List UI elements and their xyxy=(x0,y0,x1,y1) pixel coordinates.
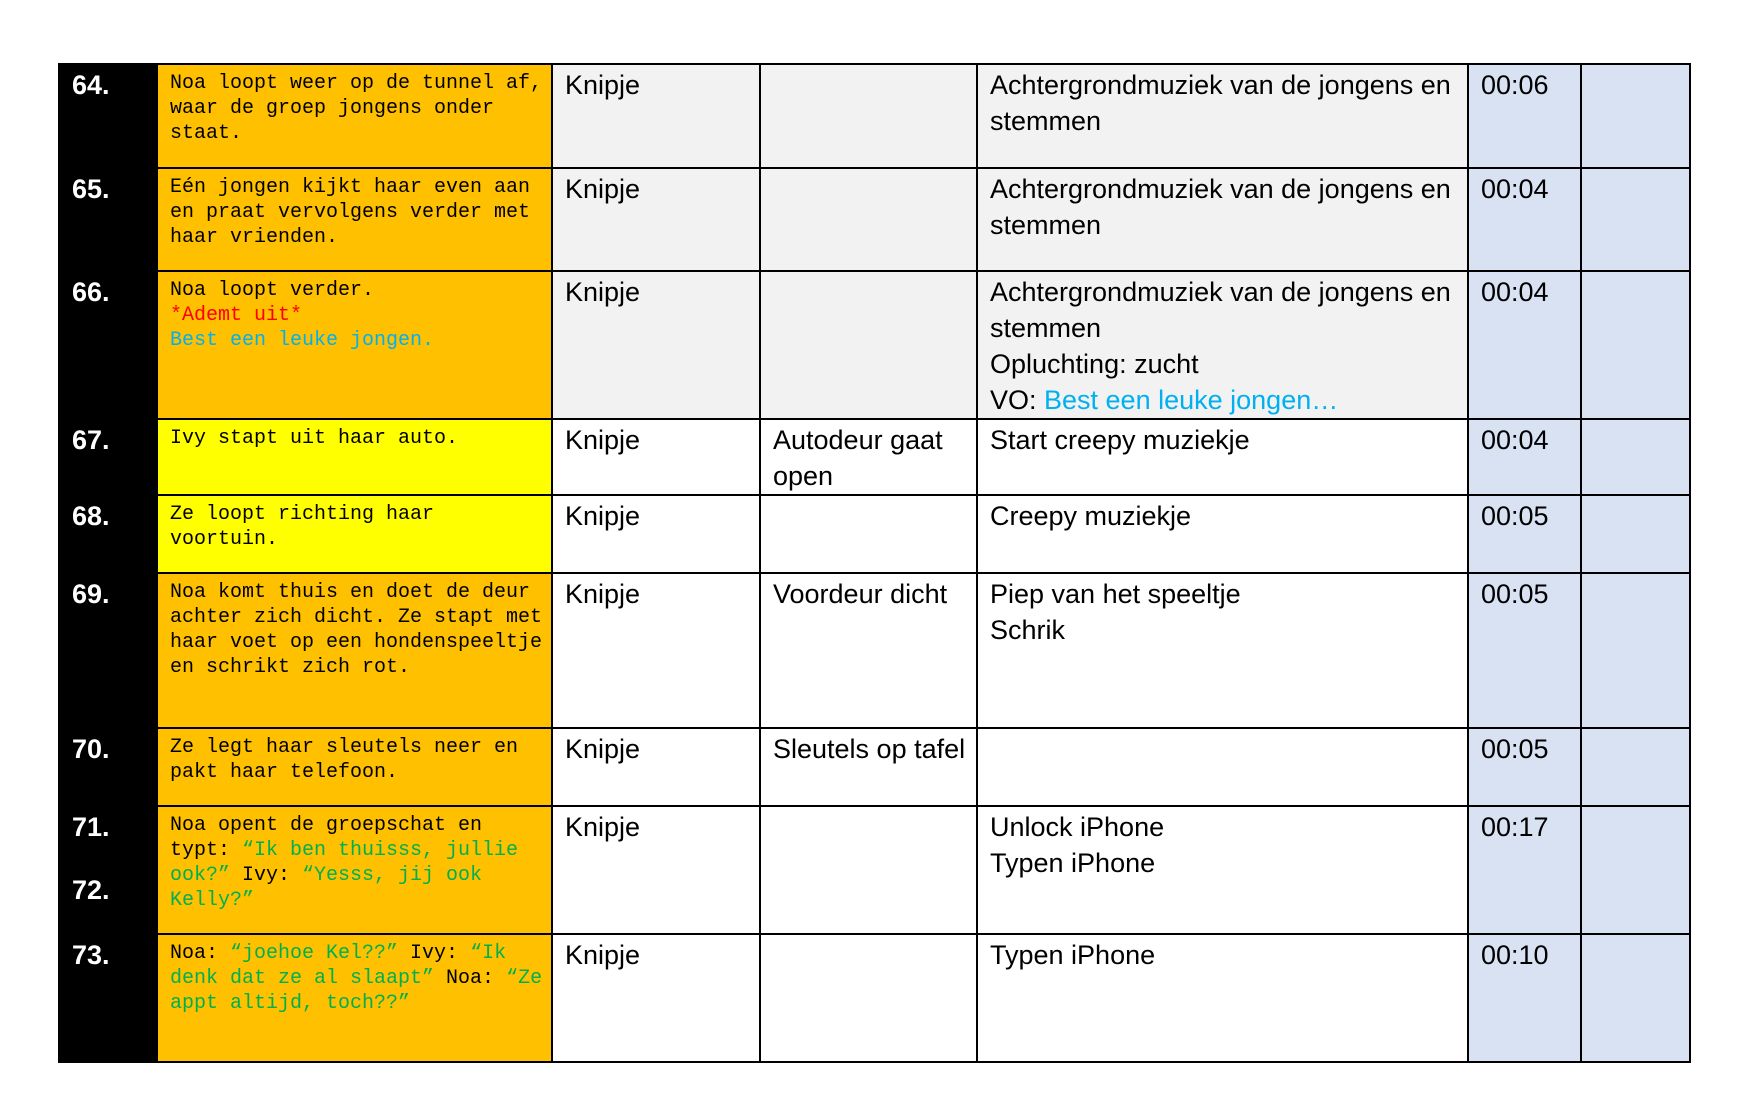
description-text: Noa: xyxy=(434,967,507,990)
audio-line xyxy=(990,612,1457,648)
description-line: Noa loopt verder. xyxy=(170,279,375,302)
audio-cell xyxy=(977,168,1468,271)
table-row xyxy=(59,728,1690,806)
scene-number: 64. xyxy=(72,70,110,100)
shot-type-cell: Knipje xyxy=(552,806,760,934)
description-line: Eén jongen kijkt haar even aan en praat vervolgens verder met haar vrienden. xyxy=(170,176,531,249)
sound-effect-cell xyxy=(760,495,977,573)
duration-cell: 00:10 xyxy=(1468,934,1581,1062)
scene-description-cell xyxy=(157,728,552,806)
duration-cell: 00:04 xyxy=(1468,168,1581,271)
audio-text: Start creepy muziekje xyxy=(990,425,1250,455)
sound-effect-cell xyxy=(760,168,977,271)
scene-number-cell xyxy=(59,806,157,934)
table-row xyxy=(59,168,1690,271)
audio-cell xyxy=(977,728,1468,806)
shot-type-cell: Knipje xyxy=(552,573,760,728)
shot-type-cell: Knipje xyxy=(552,728,760,806)
empty-cell xyxy=(1581,168,1690,271)
audio-text: Piep van het speeltje xyxy=(990,579,1241,609)
audio-text: Typen iPhone xyxy=(990,848,1156,878)
description-line: Ze loopt richting haar voortuin. xyxy=(170,503,435,551)
audio-line xyxy=(990,937,1457,973)
audio-cell xyxy=(977,64,1468,168)
audio-text: VO: xyxy=(990,385,1045,415)
scene-description-cell xyxy=(157,806,552,934)
empty-cell xyxy=(1581,419,1690,495)
audio-line xyxy=(990,576,1457,612)
duration-cell: 00:04 xyxy=(1468,271,1581,419)
audio-cell xyxy=(977,271,1468,419)
scene-number: 72. xyxy=(72,875,110,905)
description-text: “Ik denk dat ze al slaapt” xyxy=(170,942,507,990)
scene-number: 71. xyxy=(72,812,110,842)
audio-text: Achtergrondmuziek van de jongens en stemmen xyxy=(990,70,1451,136)
description-text: Ivy: xyxy=(398,942,471,965)
scene-number-cell xyxy=(59,64,157,168)
audio-line xyxy=(990,845,1457,881)
scene-number-cell xyxy=(59,419,157,495)
description-text: Noa: xyxy=(170,942,231,965)
shot-type-cell: Knipje xyxy=(552,64,760,168)
audio-text: Opluchting: zucht xyxy=(990,349,1199,379)
table-row xyxy=(59,271,1690,419)
shot-type-cell: Knipje xyxy=(552,934,760,1062)
audio-cell xyxy=(977,934,1468,1062)
scene-number-cell xyxy=(59,728,157,806)
audio-line xyxy=(990,498,1457,534)
audio-text: Creepy muziekje xyxy=(990,501,1192,531)
scene-description-cell xyxy=(157,64,552,168)
audio-line xyxy=(990,422,1457,458)
scene-number-cell xyxy=(59,271,157,419)
description-line: *Ademt uit* xyxy=(170,304,303,327)
scene-description-cell xyxy=(157,934,552,1062)
audio-cell xyxy=(977,806,1468,934)
description-text: “Ze appt altijd, toch??” xyxy=(170,967,543,1015)
shot-type-cell: Knipje xyxy=(552,419,760,495)
sound-effect-cell: Sleutels op tafel xyxy=(760,728,977,806)
sound-effect-cell: Voordeur dicht xyxy=(760,573,977,728)
description-paragraph xyxy=(170,941,543,1016)
scene-description-cell xyxy=(157,495,552,573)
audio-line xyxy=(990,274,1457,346)
table-row xyxy=(59,573,1690,728)
audio-line xyxy=(990,809,1457,845)
description-line: Ze legt haar sleutels neer en pakt haar telefoon. xyxy=(170,736,519,784)
duration-cell: 00:05 xyxy=(1468,573,1581,728)
scene-number-cell xyxy=(59,934,157,1062)
shot-type-cell: Knipje xyxy=(552,495,760,573)
storyboard-table xyxy=(58,63,1691,1063)
scene-number: 70. xyxy=(72,734,110,764)
sound-effect-cell: Autodeur gaat open xyxy=(760,419,977,495)
audio-line xyxy=(990,171,1457,243)
spacer xyxy=(72,844,156,874)
audio-line xyxy=(990,346,1457,382)
audio-text: Schrik xyxy=(990,615,1066,645)
audio-text: Best een leuke jongen… xyxy=(1044,385,1339,415)
table-row xyxy=(59,806,1690,934)
description-line: Best een leuke jongen. xyxy=(170,329,435,352)
sound-effect-cell xyxy=(760,934,977,1062)
duration-cell: 00:05 xyxy=(1468,495,1581,573)
duration-cell: 00:06 xyxy=(1468,64,1581,168)
duration-cell: 00:04 xyxy=(1468,419,1581,495)
scene-number: 69. xyxy=(72,579,110,609)
table-row xyxy=(59,64,1690,168)
scene-number-cell xyxy=(59,495,157,573)
audio-text: Typen iPhone xyxy=(990,940,1156,970)
empty-cell xyxy=(1581,495,1690,573)
table-row xyxy=(59,934,1690,1062)
scene-number-cell xyxy=(59,573,157,728)
scene-number: 65. xyxy=(72,174,110,204)
description-text: “Ik ben thuisss, jullie ook?” xyxy=(170,839,519,887)
sound-effect-cell xyxy=(760,64,977,168)
description-text: “joehoe Kel??” xyxy=(230,942,399,965)
audio-cell xyxy=(977,573,1468,728)
scene-number: 66. xyxy=(72,277,110,307)
table-row xyxy=(59,419,1690,495)
scene-number: 68. xyxy=(72,501,110,531)
description-text: Noa opent de groepschat en typt: xyxy=(170,814,483,862)
duration-cell: 00:17 xyxy=(1468,806,1581,934)
scene-number: 73. xyxy=(72,940,110,970)
scene-number-cell xyxy=(59,168,157,271)
audio-line xyxy=(990,382,1457,418)
sound-effect-cell xyxy=(760,271,977,419)
audio-text: Achtergrondmuziek van de jongens en stemmen xyxy=(990,277,1451,343)
description-line: Noa loopt weer op de tunnel af, waar de groep jongens onder staat. xyxy=(170,72,543,145)
scene-description-cell xyxy=(157,271,552,419)
description-text: Ivy: xyxy=(230,864,303,887)
empty-cell xyxy=(1581,934,1690,1062)
scene-description-cell xyxy=(157,419,552,495)
empty-cell xyxy=(1581,806,1690,934)
duration-cell: 00:05 xyxy=(1468,728,1581,806)
description-paragraph xyxy=(170,813,543,913)
description-line: Ivy stapt uit haar auto. xyxy=(170,427,459,450)
shot-type-cell: Knipje xyxy=(552,168,760,271)
empty-cell xyxy=(1581,573,1690,728)
audio-text: Achtergrondmuziek van de jongens en stemmen xyxy=(990,174,1451,240)
audio-text: Unlock iPhone xyxy=(990,812,1165,842)
scene-number: 67. xyxy=(72,425,110,455)
empty-cell xyxy=(1581,64,1690,168)
sound-effect-cell xyxy=(760,806,977,934)
storyboard-body xyxy=(59,64,1690,1062)
scene-description-cell xyxy=(157,573,552,728)
empty-cell xyxy=(1581,271,1690,419)
audio-cell xyxy=(977,419,1468,495)
description-line: Noa komt thuis en doet de deur achter zich dicht. Ze stapt met haar voet op een hondenspeeltje en schrikt zich rot. xyxy=(170,581,543,679)
table-row xyxy=(59,495,1690,573)
scene-description-cell xyxy=(157,168,552,271)
empty-cell xyxy=(1581,728,1690,806)
shot-type-cell: Knipje xyxy=(552,271,760,419)
audio-line xyxy=(990,67,1457,139)
audio-cell xyxy=(977,495,1468,573)
description-text: “Yesss, jij ook Kelly?” xyxy=(170,864,483,912)
